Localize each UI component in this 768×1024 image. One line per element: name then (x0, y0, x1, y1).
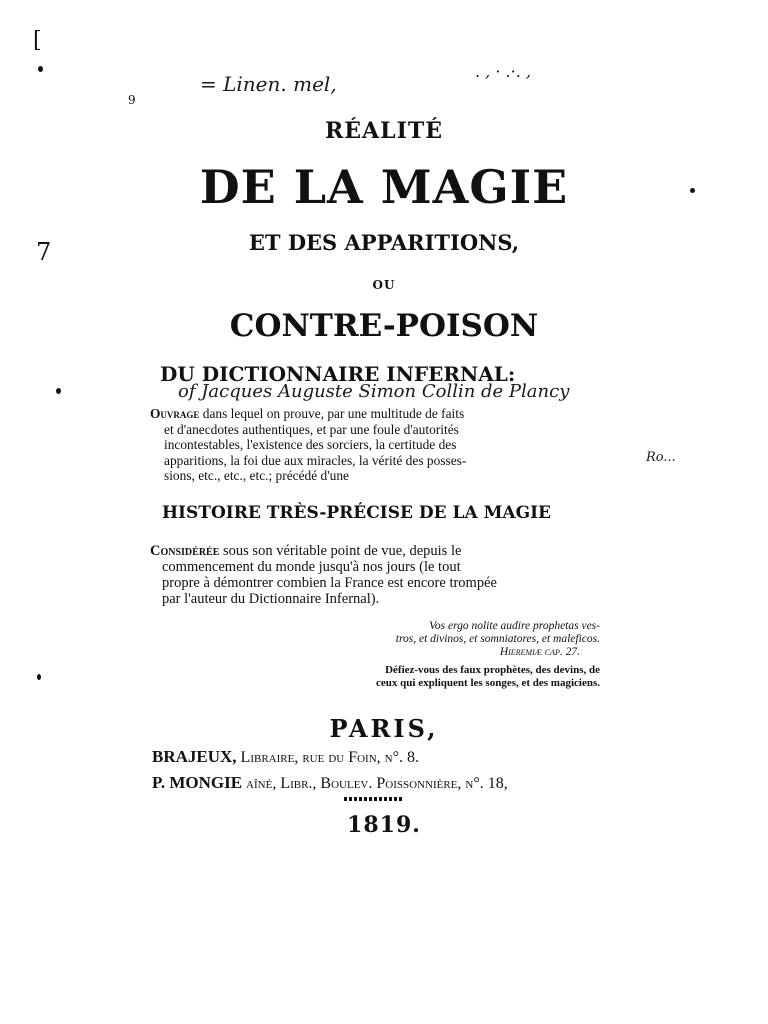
considered-line: propre à démontrer combien la France est encore trompée (162, 575, 497, 591)
considered-line: par l'auteur du Dictionnaire Infernal). (162, 591, 380, 607)
publisher-2-address: aîné, Libr., Boulev. Poissonnière, n°. 18, (242, 775, 508, 792)
epigraph-french-line: ceux qui expliquent les songes, et des magiciens. (376, 677, 600, 689)
description-line: sions, etc., etc., etc.; précédé d'une (164, 468, 349, 483)
margin-dot (37, 674, 41, 680)
publisher-2-name: P. MONGIE (152, 773, 243, 792)
margin-mark-seven: 7 (36, 238, 52, 266)
handwritten-note-top: = Linen. mel, (200, 72, 337, 96)
title-line-dictionnaire: DU DICTIONNAIRE INFERNAL: (160, 362, 516, 386)
epigraph-french (296, 664, 600, 690)
title-line-contre-poison: CONTRE-POISON (229, 308, 539, 344)
margin-dot (38, 66, 43, 72)
epigraph-latin (310, 620, 600, 659)
description-line: incontestables, l'existence des sorciers, la certitude des (164, 437, 457, 452)
title-line-de-la-magie: DE LA MAGIE (199, 160, 569, 214)
description-paragraph (150, 406, 574, 484)
epigraph-latin-line: Vos ergo nolite audire prophetas ves- (429, 620, 600, 632)
description-line (150, 406, 574, 422)
histoire-heading: HISTOIRE TRÈS-PRÉCISE DE LA MAGIE (162, 503, 552, 523)
epigraph-latin-line: tros, et divinos, et somniatores, et maleficos. (395, 633, 600, 645)
handwritten-author-note: of Jacques Auguste Simon Collin de Plancy (178, 381, 570, 402)
imprint-publisher-1 (152, 747, 419, 767)
margin-mark-nine: 9 (128, 93, 136, 107)
considered-line-text: sous son véritable point de vue, depuis le (219, 543, 462, 559)
publisher-1-address: Libraire, rue du Foin, n°. 8. (236, 749, 419, 766)
imprint-publisher-2 (152, 773, 508, 793)
margin-mark-bracket: [ (33, 28, 42, 53)
decorative-rule (344, 797, 404, 801)
title-line-realite: RÉALITÉ (324, 118, 444, 144)
considered-line: commencement du monde jusqu'à nos jours (le tout (162, 559, 461, 575)
description-lead: Ouvrage (150, 406, 200, 421)
epigraph-french-line: Défiez-vous des faux prophètes, des devins, de (385, 664, 600, 676)
description-line-text: dans lequel on prouve, par une multitude de faits (199, 406, 465, 421)
imprint-city: PARIS, (329, 714, 439, 743)
publisher-1-name: BRAJEUX, (152, 747, 237, 766)
considered-lead: Considérée (150, 543, 220, 559)
considered-paragraph (150, 543, 590, 607)
title-line-apparitions: ET DES APPARITIONS, (248, 230, 520, 255)
handwritten-dots: . , · .·. , (475, 62, 531, 81)
description-line: apparitions, la foi due aux miracles, la vérité des posses- (164, 452, 467, 468)
description-line: et d'anecdotes authentiques, et par une foule d'autorités (164, 421, 459, 437)
title-line-ou: OU (372, 278, 396, 292)
imprint-year: 1819. (347, 812, 421, 838)
considered-line (150, 543, 590, 559)
margin-dot (56, 388, 61, 394)
handwritten-margin-note: Ro... (646, 450, 676, 465)
epigraph-source: Hieremiæ cap. 27. (499, 646, 580, 658)
